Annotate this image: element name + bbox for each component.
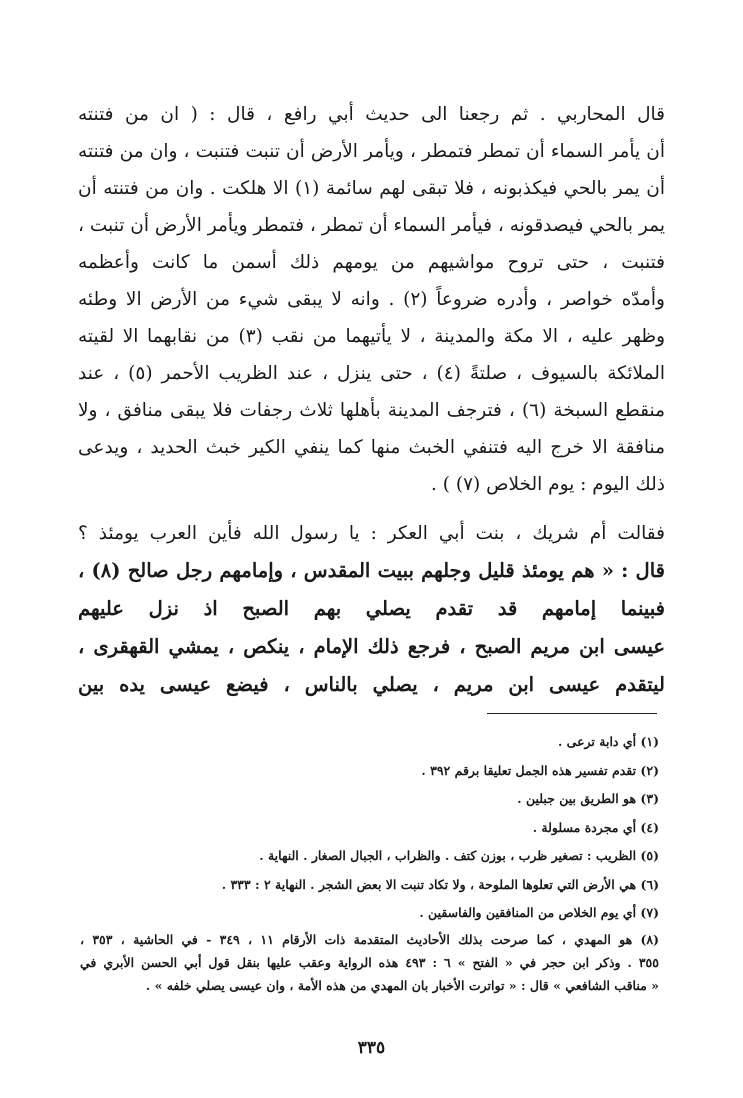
hadith-line: ليتقدم عيسى ابن مريم ، يصلي بالناس ، فيضع عيسى يده بين bbox=[78, 673, 665, 696]
footnote: (٦) هي الأرض التي تعلوها الملوحة ، ولا تكاد تنبت الا بعض الشجر . النهاية ٢ : ٣٣٣ . bbox=[221, 876, 659, 892]
text-line: الملائكة بالسيوف ، صلتةً (٤) ، حتى ينزل ، عند الظريب الأحمر (٥) ، عند bbox=[78, 363, 665, 384]
footnote: (٤) أي مجردة مسلولة . bbox=[532, 819, 659, 835]
text-line: أن يأمر السماء أن تمطر فتمطر ، ويأمر الأرض أن تنبت فتنبت ، وان من فتنته bbox=[78, 141, 665, 162]
page-number: ٣٣٥ bbox=[357, 1038, 386, 1058]
footnote-8-line: « مناقب الشافعي » قال : « تواترت الأخبار بان المهدي من هذه الأمة ، وان عيسى يصلي خلفه » . bbox=[145, 977, 659, 993]
footnote: (١) أي دابة ترعى . bbox=[557, 734, 659, 749]
text-line: منقطع السبخة (٦) ، فترجف المدينة بأهلها ثلاث رجفات فلا يبقى منافق ، ولا bbox=[78, 400, 665, 421]
text-line: وظهر عليه ، الا مكة والمدينة ، لا يأتيهما من نقب (٣) من نقابهما الا لقيته bbox=[78, 326, 665, 347]
footnotes bbox=[80, 728, 659, 997]
text-line: قال المحاربي . ثم رجعنا الى حديث أبي رافع ، قال : ( ان من فتنته bbox=[78, 104, 665, 125]
text-line: فقالت أم شريك ، بنت أبي العكر : يا رسول الله فأين العرب يومئذ ؟ bbox=[78, 523, 665, 544]
footnote-divider bbox=[487, 713, 657, 714]
text-line: فتنبت ، حتى تروح مواشيهم من يومهم ذلك أسمن ما كانت وأعظمه bbox=[78, 252, 665, 273]
hadith-line: عيسى ابن مريم الصبح ، فرجع ذلك الإمام ، ينكص ، يمشي القهقرى ، bbox=[78, 635, 665, 658]
footnote: (٣) هو الطريق بين جبلين . bbox=[517, 791, 659, 806]
text-line: ذلك اليوم : يوم الخلاص (٧) ) . bbox=[431, 474, 665, 495]
hadith-line: فبينما إمامهم قد تقدم يصلي بهم الصبح اذ نزل عليهم bbox=[78, 597, 665, 620]
footnote-8-line: (٨) هو المهدي ، كما صرحت بذلك الأحاديث المتقدمة ذات الأرقام ١١ ، ٣٤٩ - في الحاشية ، ٣٥٣ ، bbox=[80, 931, 659, 947]
text-line: منافقة الا خرج اليه فتنفي الخبث منها كما ينفي الكير خبث الحديد ، ويدعى bbox=[78, 437, 665, 458]
text-line: أن يمر بالحي فيكذبونه ، فلا تبقى لهم سائمة (١) الا هلكت . وان من فتنته أن bbox=[78, 178, 665, 199]
hadith-line: قال : « هم يومئذ قليل وجلهم ببيت المقدس ، وإمامهم رجل صالح (٨) ، bbox=[78, 559, 665, 582]
text-line: يمر بالحي فيصدقونه ، فيأمر السماء أن تمطر ، فتمطر ويأمر الأرض أن تنبت ، bbox=[78, 215, 665, 236]
text-line: وأمدّه خواصر ، وأدره ضروعاً (٢) . وانه لا يبقى شيء من الأرض الا وطئه bbox=[78, 289, 665, 310]
footnote: (٧) أي يوم الخلاص من المنافقين والفاسقين . bbox=[419, 905, 659, 920]
footnote: (٢) تقدم تفسير هذه الجمل تعليقا برقم ٣٩٢ . bbox=[421, 762, 659, 778]
footnote: (٥) الظريب : تصغير ظرب ، بوزن كتف . والظراب ، الجبال الصغار . النهاية . bbox=[259, 848, 659, 863]
main-text bbox=[78, 96, 665, 704]
footnote-8-line: ٣٥٥ . وذكر ابن حجر في « الفتح » ٦ : ٤٩٣ هذه الرواية وعقب عليها بنقل قول أبي الحسن الأبري في bbox=[80, 954, 659, 970]
